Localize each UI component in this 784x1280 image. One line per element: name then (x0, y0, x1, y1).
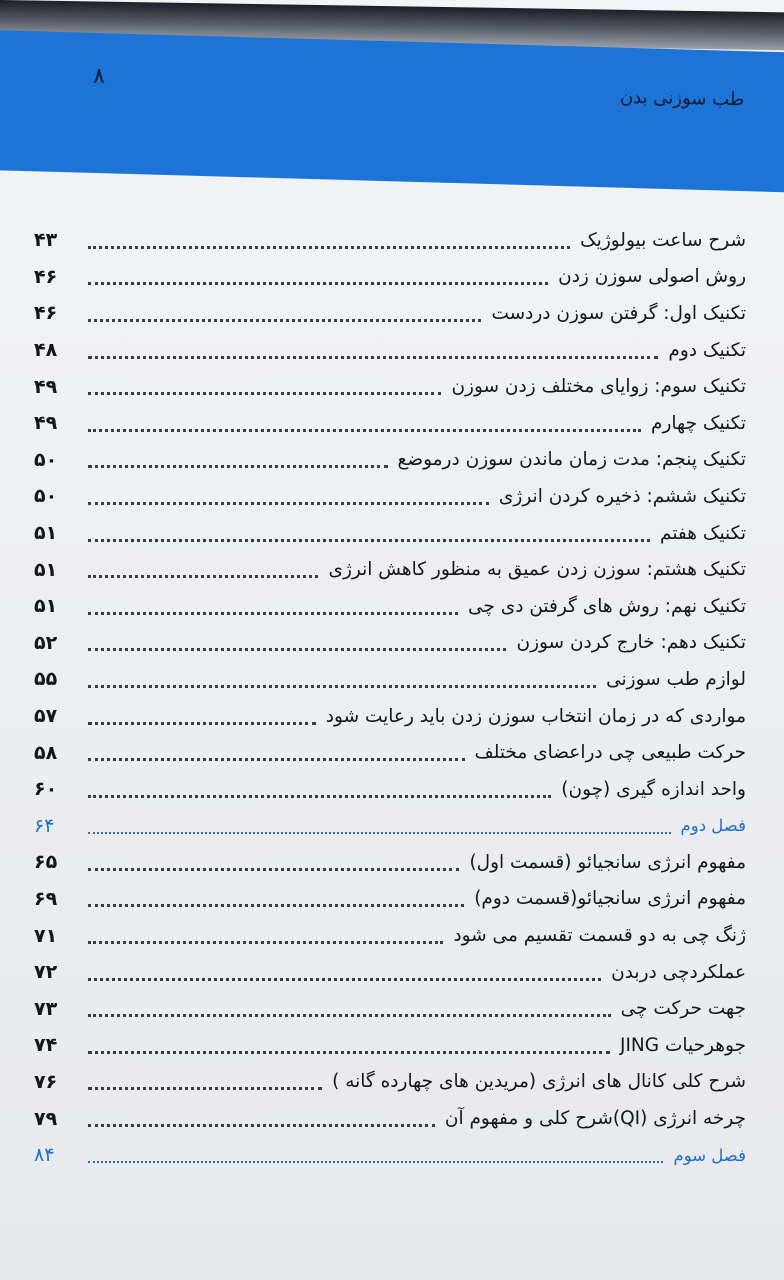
dot-leader (88, 941, 443, 944)
toc-entry (34, 295, 746, 332)
toc-entry-title: فصل دوم (680, 816, 746, 836)
toc-entry-title: تکنیک هفتم (660, 522, 746, 544)
toc-entry-title: روش اصولی سوزن زدن (558, 266, 746, 288)
toc-entry-page: ۴۸ (34, 339, 58, 362)
toc-entry-page: ۶۵ (34, 851, 58, 874)
toc-entry-page: ۵۱ (34, 595, 58, 618)
toc-entry-title: لوازم طب سوزنی (606, 668, 746, 690)
toc-entry-title: جهت حرکت چی (620, 998, 746, 1020)
toc-entry-page: ۵۵ (34, 668, 58, 691)
dot-leader (88, 868, 459, 871)
toc-entry-title: شرح ساعت بیولوژیک (580, 229, 746, 251)
dot-leader (88, 502, 489, 505)
toc-entry (34, 222, 746, 259)
toc-entry (34, 734, 746, 771)
toc-entry-page: ۴۶ (34, 302, 58, 325)
toc-entry-page: ۵۷ (34, 705, 58, 728)
toc-entry-page: ۷۱ (34, 924, 58, 947)
dot-leader (88, 465, 388, 468)
toc-entry-page: ۴۶ (34, 265, 58, 288)
dot-leader (88, 1087, 322, 1090)
toc-entry-page: ۵۲ (34, 631, 58, 654)
toc-entry-page: ۵۰ (34, 448, 58, 471)
toc-entry-page: ۷۳ (34, 997, 58, 1020)
toc-entry-page: ۴۳ (34, 229, 58, 252)
dot-leader (88, 1124, 435, 1127)
dot-leader (88, 904, 464, 907)
toc-entry-page: ۷۲ (34, 961, 58, 984)
dot-leader (88, 319, 481, 322)
toc-entry (34, 332, 746, 369)
toc-entry (34, 917, 746, 954)
toc-entry-title: تکنیک ششم: ذخیره کردن انرژی (498, 485, 746, 507)
dot-leader (88, 246, 570, 249)
toc-entry-title: تکنیک پنجم: مدت زمان ماندن سوزن درموضع (397, 449, 746, 471)
dot-leader (88, 282, 548, 285)
toc-entry-page: ۴۹ (34, 412, 58, 435)
dot-leader (88, 356, 658, 359)
toc-entry (34, 881, 746, 918)
toc-chapter-entry (34, 808, 746, 845)
toc-entry (34, 551, 746, 588)
page-number: ۸ (93, 64, 105, 89)
toc-entry (34, 515, 746, 552)
toc-entry (34, 1064, 746, 1101)
toc-entry-page: ۵۸ (34, 741, 58, 764)
toc-entry-title: تکنیک چهارم (651, 412, 746, 434)
toc-entry-title: تکنیک نهم: روش های گرفتن دی چی (467, 595, 746, 617)
toc-entry-title: فصل سوم (673, 1145, 746, 1165)
dot-leader (88, 392, 441, 395)
toc-entry (34, 1100, 746, 1137)
toc-entry-page: ۴۹ (34, 375, 58, 398)
toc-entry-page: ۷۴ (34, 1034, 58, 1057)
toc-entry (34, 625, 746, 662)
toc-entry-page: ۶۴ (34, 814, 55, 837)
toc-entry-title: شرح کلی کانال های انرژی (مریدین های چهارده گانه ) (332, 1071, 746, 1093)
toc-entry (34, 771, 746, 808)
toc-entry (34, 588, 746, 625)
toc-entry (34, 661, 746, 698)
dot-leader (88, 612, 458, 615)
toc-entry-title: عملکردچی دربدن (611, 961, 746, 983)
dot-leader (88, 722, 316, 725)
toc-entry-title: تکنیک اول: گرفتن سوزن دردست (491, 302, 746, 324)
dot-leader (88, 978, 601, 981)
toc-entry-page: ۶۰ (34, 778, 58, 801)
toc-entry (34, 368, 746, 405)
toc-entry (34, 478, 746, 515)
table-of-contents (34, 222, 746, 1173)
book-title: طب سوزنی بدن (619, 86, 745, 111)
dot-leader (88, 832, 671, 834)
dot-leader (88, 539, 650, 542)
toc-entry (34, 405, 746, 442)
toc-entry-page: ۵۱ (34, 558, 58, 581)
dot-leader (88, 1014, 611, 1017)
toc-entry (34, 698, 746, 735)
toc-entry-title: ژنگ چی به دو قسمت تقسیم می شود (453, 925, 746, 947)
toc-entry-title: تکنیک هشتم: سوزن زدن عمیق به منظور کاهش انرژی (328, 559, 746, 581)
dot-leader (88, 648, 506, 651)
dot-leader (88, 685, 596, 688)
toc-entry (34, 1027, 746, 1064)
toc-entry-title: مفهوم انرژی سانجیائو (قسمت اول) (469, 851, 746, 873)
toc-entry-title: واحد اندازه گیری (چون) (561, 778, 746, 800)
toc-entry-title: جوهرحیات JING (619, 1034, 746, 1056)
dot-leader (88, 758, 465, 761)
dot-leader (88, 795, 551, 798)
dot-leader (88, 575, 318, 578)
toc-entry-title: تکنیک دوم (668, 339, 746, 361)
toc-entry-title: مواردی که در زمان انتخاب سوزن زدن باید رعایت شود (325, 705, 746, 727)
toc-entry-page: ۸۴ (34, 1144, 55, 1167)
toc-entry-title: تکنیک سوم: زوایای مختلف زدن سوزن (451, 376, 746, 398)
toc-chapter-entry (34, 1137, 746, 1174)
toc-entry-page: ۶۹ (34, 887, 58, 910)
toc-entry-page: ۵۰ (34, 485, 58, 508)
toc-entry-title: چرخه انرژی (QI)شرح کلی و مفهوم آن (444, 1108, 746, 1130)
toc-entry-page: ۵۱ (34, 522, 58, 545)
toc-entry (34, 844, 746, 881)
dot-leader (88, 429, 641, 432)
toc-entry (34, 954, 746, 991)
dot-leader (88, 1161, 663, 1163)
toc-entry-title: حرکت طبیعی چی دراعضای مختلف (474, 742, 746, 764)
toc-entry-page: ۷۶ (34, 1070, 58, 1093)
toc-entry (34, 442, 746, 479)
toc-entry-page: ۷۹ (34, 1107, 58, 1130)
dot-leader (88, 1051, 610, 1054)
toc-entry-title: تکنیک دهم: خارج کردن سوزن (516, 632, 746, 654)
header-band (0, 30, 784, 193)
toc-entry (34, 990, 746, 1027)
toc-entry (34, 259, 746, 296)
toc-entry-title: مفهوم انرژی سانجیائو(قسمت دوم) (474, 888, 746, 910)
